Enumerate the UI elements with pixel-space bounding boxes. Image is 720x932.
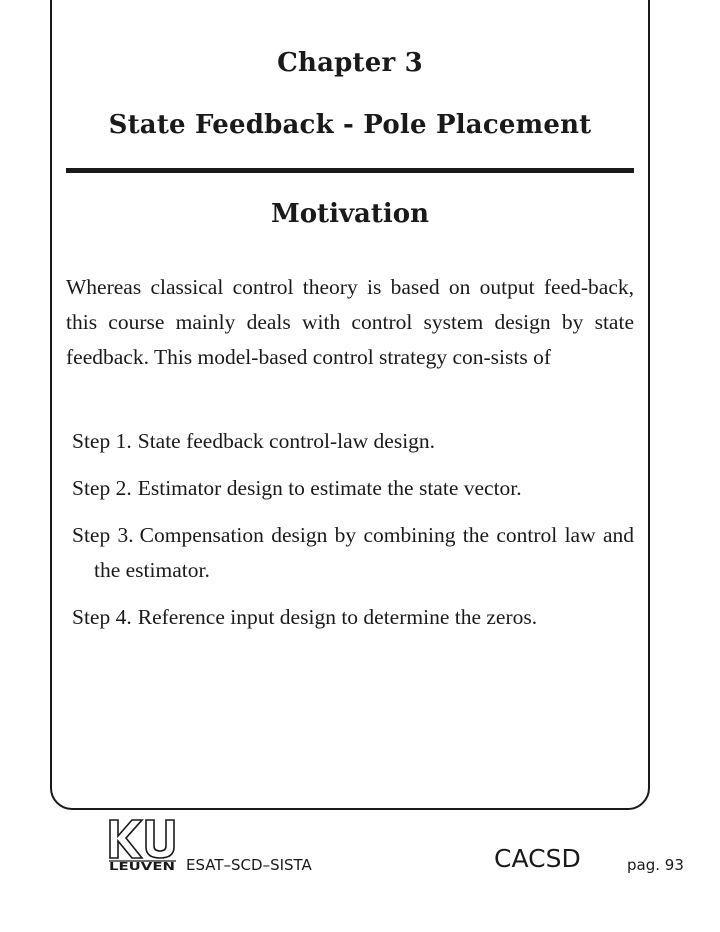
step-text: Compensation design by combining the control law and the estimator. bbox=[94, 523, 634, 582]
chapter-subtitle: State Feedback - Pole Placement bbox=[108, 110, 592, 140]
step-label: Step 3. bbox=[72, 523, 134, 547]
step-text: State feedback control-law design. bbox=[137, 429, 436, 453]
step-label: Step 1. bbox=[72, 429, 132, 453]
list-item bbox=[66, 424, 634, 459]
step-label: Step 2. bbox=[72, 476, 132, 500]
ku-leuven-logo bbox=[108, 818, 178, 872]
section-title: Motivation bbox=[270, 199, 430, 229]
motivation-paragraph: Whereas classical control theory is based on output feed-back, this course mainly deals with control system design by state feedback. This model-based control strategy con-sists of bbox=[66, 275, 634, 369]
list-item bbox=[66, 518, 634, 588]
step-text: Estimator design to estimate the state vector. bbox=[137, 476, 522, 500]
chapter-title: Chapter 3 bbox=[277, 48, 423, 78]
footer-course: CACSD bbox=[494, 844, 581, 873]
step-text: Reference input design to determine the zeros. bbox=[137, 605, 538, 629]
list-item bbox=[66, 600, 634, 635]
footer-org: ESAT–SCD–SISTA bbox=[186, 856, 312, 874]
list-item bbox=[66, 471, 634, 506]
page-number: pag. 93 bbox=[627, 856, 684, 874]
step-label: Step 4. bbox=[72, 605, 132, 629]
title-divider bbox=[66, 168, 634, 173]
steps-list bbox=[66, 424, 634, 647]
footer-divider bbox=[100, 808, 620, 810]
svg-text:LEUVEN: LEUVEN bbox=[109, 860, 175, 872]
